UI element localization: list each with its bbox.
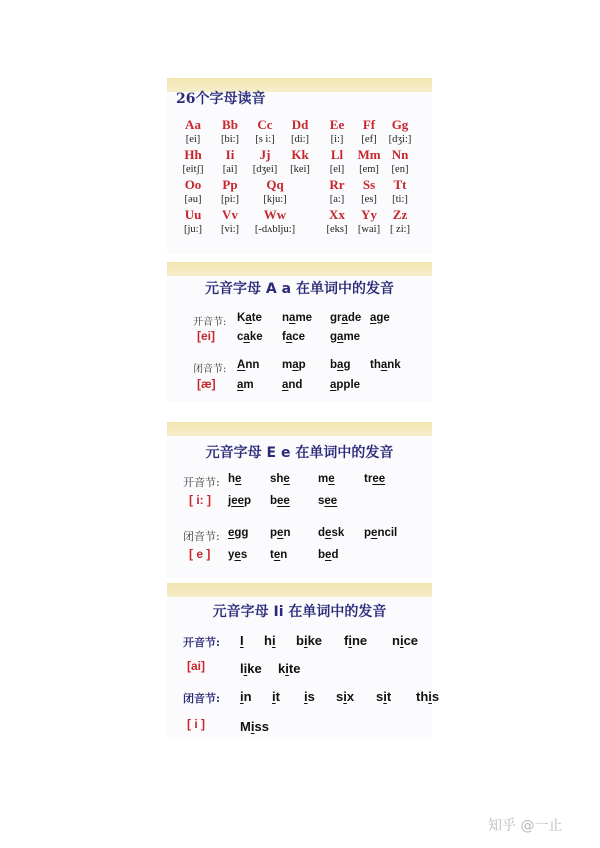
word-part: te <box>288 661 301 676</box>
phonetic: [pi:] <box>220 194 240 205</box>
letter: Gg <box>391 117 409 132</box>
word <box>330 379 360 391</box>
vowel-underlined: A <box>237 359 246 371</box>
vowel-underlined: e <box>325 527 332 539</box>
word-part: n <box>280 549 288 561</box>
word-part: s <box>376 689 384 704</box>
letter: Ff <box>362 117 376 132</box>
letter: Mm <box>357 147 381 162</box>
open-phonetic-symbol: [ei] <box>197 329 215 343</box>
phonetic: [əu] <box>184 194 202 205</box>
lesson-title: 元音字母 Ii 在单词中的发音 <box>212 604 387 620</box>
word-part: f <box>282 331 286 343</box>
word-part: l <box>240 661 244 676</box>
word-part: s <box>336 689 344 704</box>
letter: Ll <box>330 147 344 162</box>
word <box>240 719 269 734</box>
letter: Bb <box>222 117 238 132</box>
word <box>228 527 248 539</box>
alphabet-card <box>167 78 432 254</box>
word-part: m <box>318 473 329 485</box>
vowel-underlined: a <box>243 331 250 343</box>
word <box>318 473 335 485</box>
word-part: gg <box>234 527 249 539</box>
word-part: s <box>240 549 248 561</box>
vowel-underlined: i <box>383 689 387 704</box>
word <box>318 549 338 561</box>
word-part: de <box>347 312 362 324</box>
phonetic: [s i:] <box>255 134 275 145</box>
word <box>330 312 361 324</box>
word-part: n <box>243 689 252 704</box>
vowel-underlined: a <box>237 379 244 391</box>
phonetic: [eks] <box>326 224 348 235</box>
vowel-underlined: a <box>282 379 289 391</box>
word <box>240 689 252 704</box>
word-part: th <box>416 689 429 704</box>
word <box>392 633 418 648</box>
vowel-underlined: ee <box>231 495 244 507</box>
closed-phonetic-symbol: [ e ] <box>189 547 211 561</box>
phonetic: [wai] <box>357 224 381 235</box>
word-part: K <box>237 312 246 324</box>
word-part: ss <box>254 719 269 734</box>
word <box>318 495 337 507</box>
word <box>278 661 300 676</box>
vowel-underlined: e <box>228 527 235 539</box>
phonetic: [ei] <box>185 134 201 145</box>
lesson-card-a <box>167 262 432 402</box>
phonetic: [ti:] <box>392 194 408 205</box>
letter: Qq <box>266 177 284 192</box>
vowel-underlined: i <box>250 719 255 734</box>
watermark: 知乎 @一止 <box>488 818 563 834</box>
vowel-underlined: ee <box>372 473 386 485</box>
word <box>364 527 397 539</box>
word-part: ncil <box>377 527 398 539</box>
word-part: tr <box>364 473 373 485</box>
word-part: m <box>282 359 293 371</box>
word-part: c <box>237 331 244 343</box>
phonetic: [eitʃ] <box>182 164 204 175</box>
word-part: g <box>330 331 338 343</box>
word-part: gr <box>330 312 342 324</box>
word <box>330 359 350 371</box>
word-part: p <box>270 527 278 539</box>
word <box>237 331 263 343</box>
word <box>228 473 241 485</box>
word <box>228 495 251 507</box>
word-part: b <box>270 495 278 507</box>
vowel-underlined: a <box>330 379 337 391</box>
phonetic: [en] <box>391 164 409 175</box>
letter: Cc <box>257 117 273 132</box>
letter: Xx <box>329 207 345 222</box>
phonetic: [-dʌblju:] <box>254 224 296 235</box>
word-part: n <box>282 312 290 324</box>
vowel-underlined: a <box>289 312 296 324</box>
letter: Vv <box>222 207 238 222</box>
letter: Ww <box>263 207 287 222</box>
word-part: b <box>330 359 338 371</box>
word <box>304 689 315 704</box>
letter: Dd <box>291 117 309 132</box>
word <box>344 633 367 648</box>
vowel-underlined: e <box>234 549 241 561</box>
letter: Pp <box>222 177 238 192</box>
vowel-underlined: i <box>304 689 308 704</box>
word <box>282 312 312 324</box>
vowel-underlined: i <box>303 633 308 648</box>
word <box>237 359 259 371</box>
letter: Rr <box>329 177 345 192</box>
word-part: me <box>343 331 361 343</box>
word-part: th <box>370 359 381 371</box>
word <box>370 359 401 371</box>
phonetic: [di:] <box>290 134 310 145</box>
vowel-underlined: i <box>428 689 432 704</box>
phonetic: [ef] <box>361 134 377 145</box>
vowel-underlined: i <box>243 661 248 676</box>
letter: Ii <box>225 147 235 162</box>
word-part: m <box>243 379 254 391</box>
word-part: ne <box>351 633 368 648</box>
letter: Yy <box>361 207 377 222</box>
vowel-underlined: e <box>328 473 335 485</box>
word-part: ke <box>249 331 263 343</box>
word-part: pple <box>336 379 361 391</box>
word-part: d <box>331 549 339 561</box>
open-phonetic-symbol: [ i: ] <box>189 493 211 507</box>
vowel-underlined: a <box>337 331 344 343</box>
word-part: ce <box>292 331 306 343</box>
word-part: s <box>318 495 325 507</box>
phonetic: [a:] <box>329 194 345 205</box>
word-part: x <box>346 689 355 704</box>
word <box>330 331 360 343</box>
phonetic: [kju:] <box>263 194 287 205</box>
letter: Zz <box>392 207 408 222</box>
vowel-underlined: a <box>292 359 299 371</box>
word-part: h <box>264 633 272 648</box>
vowel-underlined: e <box>325 549 332 561</box>
vowel-underlined: a <box>337 359 344 371</box>
vowel-underlined: i <box>240 689 244 704</box>
word <box>282 359 306 371</box>
closed-syllable-label: 闭音节: <box>183 530 220 543</box>
phonetic: [ju:] <box>183 224 203 235</box>
vowel-underlined: a <box>380 359 388 371</box>
letter: Jj <box>259 147 271 162</box>
letter: Uu <box>184 207 202 222</box>
open-phonetic-symbol: [ai] <box>187 659 205 673</box>
vowel-underlined: ee <box>277 495 290 507</box>
word-part: n <box>283 527 291 539</box>
word-part: ce <box>403 633 419 648</box>
word-part: h <box>228 473 236 485</box>
vowel-underlined: a <box>370 312 377 324</box>
letter: Ss <box>362 177 376 192</box>
word <box>264 633 276 648</box>
word-part: b <box>318 549 326 561</box>
word <box>240 661 262 676</box>
letter: Tt <box>393 177 407 192</box>
word-part: sk <box>331 527 345 539</box>
vowel-underlined: a <box>341 312 348 324</box>
word <box>237 379 254 391</box>
open-syllable-label: 开音节: <box>193 317 227 328</box>
vowel-underlined: i <box>271 633 276 648</box>
vowel-underlined: e <box>371 527 378 539</box>
word-part: te <box>251 312 262 324</box>
word <box>270 549 287 561</box>
letter: Ee <box>329 117 345 132</box>
phonetic: [i:] <box>330 134 344 145</box>
phonetic: [el] <box>329 164 345 175</box>
word-part: ke <box>247 661 262 676</box>
header-band <box>167 422 432 436</box>
word <box>416 689 439 704</box>
word-part: d <box>318 527 326 539</box>
letter: Kk <box>291 147 309 162</box>
header-band <box>167 583 432 597</box>
letter: Nn <box>391 147 409 162</box>
word <box>296 633 322 648</box>
phonetic: [dʒei] <box>252 164 278 175</box>
word-part: t <box>386 689 392 704</box>
open-syllable-label: 开音节: <box>183 476 220 489</box>
phonetic: [ zi:] <box>389 224 411 235</box>
letter: Oo <box>184 177 202 192</box>
lesson-title: 元音字母 E e 在单词中的发音 <box>205 445 394 461</box>
word-part: p <box>364 527 372 539</box>
header-band <box>167 262 432 276</box>
letter: Aa <box>185 117 201 132</box>
word-part: k <box>278 661 286 676</box>
vowel-underlined: ee <box>324 495 338 507</box>
word <box>364 473 385 485</box>
vowel-underlined: e <box>273 549 281 561</box>
alphabet-title: 26个字母读音 <box>176 91 266 107</box>
lesson-card-i <box>167 583 440 740</box>
closed-phonetic-symbol: [æ] <box>197 377 216 391</box>
word <box>270 495 290 507</box>
word-part: g <box>343 359 351 371</box>
word-part: nn <box>245 359 260 371</box>
phonetic: [kei] <box>290 164 310 175</box>
word <box>237 312 262 324</box>
word <box>272 689 280 704</box>
word-part: nd <box>288 379 303 391</box>
vowel-underlined: e <box>283 473 290 485</box>
lesson-card-e <box>167 422 432 577</box>
phonetic: [es] <box>361 194 377 205</box>
word-part: M <box>240 719 251 734</box>
vowel-underlined: i <box>348 633 352 648</box>
closed-syllable-label: 闭音节: <box>183 692 221 705</box>
word <box>282 379 302 391</box>
vowel-underlined: i <box>399 633 404 648</box>
word-part: ke <box>307 633 323 648</box>
vowel-underlined: i <box>285 661 289 676</box>
word-part: t <box>275 689 280 704</box>
word-part: j <box>228 495 232 507</box>
word-part: n <box>392 633 400 648</box>
word-part: nk <box>387 359 401 371</box>
vowel-underlined: a <box>285 331 293 343</box>
word-part: t <box>270 549 274 561</box>
vowel-underlined: a <box>245 312 252 324</box>
word-part: ge <box>376 312 390 324</box>
word <box>370 312 390 324</box>
closed-syllable-label: 闭音节: <box>193 364 227 375</box>
word-part: b <box>296 633 304 648</box>
phonetic: [vi:] <box>220 224 240 235</box>
phonetic: [em] <box>359 164 379 175</box>
word <box>270 473 290 485</box>
word-part: f <box>344 633 349 648</box>
word-part: sh <box>270 473 284 485</box>
vowel-underlined: e <box>235 473 242 485</box>
word <box>282 331 305 343</box>
word <box>240 633 244 648</box>
closed-phonetic-symbol: [ i ] <box>187 717 205 731</box>
word <box>336 689 354 704</box>
word-part: p <box>244 495 252 507</box>
word <box>270 527 290 539</box>
vowel-underlined: I <box>240 633 244 648</box>
open-syllable-label: 开音节: <box>183 636 221 649</box>
vowel-underlined: i <box>343 689 347 704</box>
word-part: me <box>295 312 313 324</box>
word <box>228 549 247 561</box>
word <box>318 527 344 539</box>
word-part: s <box>307 689 315 704</box>
letter: Hh <box>184 147 202 162</box>
word-part: p <box>298 359 306 371</box>
word-part: s <box>431 689 440 704</box>
vowel-underlined: i <box>272 689 276 704</box>
lesson-title: 元音字母 A a 在单词中的发音 <box>205 281 394 297</box>
phonetic: [ai] <box>222 164 238 175</box>
vowel-underlined: e <box>277 527 284 539</box>
word-part: y <box>228 549 235 561</box>
phonetic: [dʒi:] <box>388 134 412 145</box>
phonetic: [bi:] <box>220 134 240 145</box>
word <box>376 689 391 704</box>
